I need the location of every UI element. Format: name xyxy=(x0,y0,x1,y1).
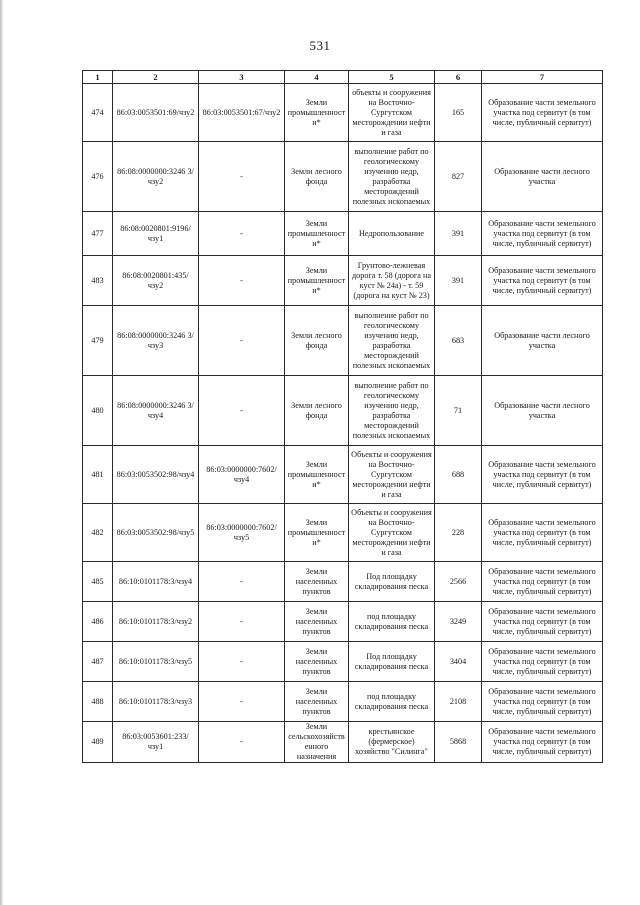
note-text: Образование части лесного участка xyxy=(482,376,603,446)
land-category: Земли населенных пунктов xyxy=(285,602,349,642)
column-header: 1 xyxy=(83,71,113,84)
table-row xyxy=(83,256,603,306)
usage-purpose: объекты и сооружения на Восточно-Сургутском месторождении нефти и газа xyxy=(349,84,435,142)
row-number: 486 xyxy=(83,602,113,642)
cadastral-number: 86:08:0000000:3246 3/чзу4 xyxy=(113,376,199,446)
usage-purpose: Грунтово-лежневая дорога т. 58 (дорога на куст № 24а) - т. 59 (дорога на куст № 23) xyxy=(349,256,435,306)
row-number: 477 xyxy=(83,212,113,256)
cadastral-number: 86:03:0053502:98/чзу5 xyxy=(113,504,199,562)
table-row xyxy=(83,376,603,446)
row-number: 487 xyxy=(83,642,113,682)
note-text: Образование части земельного участка под сервитут (в том числе, публичный сервитут) xyxy=(482,562,603,602)
parent-cadastral-number: 86:03:0053501:67/чзу2 xyxy=(199,84,285,142)
table-row xyxy=(83,212,603,256)
parent-cadastral-number: - xyxy=(199,376,285,446)
parent-cadastral-number: - xyxy=(199,142,285,212)
row-number: 489 xyxy=(83,722,113,763)
table-row xyxy=(83,84,603,142)
note-text: Образование части земельного участка под сервитут (в том числе, публичный сервитут) xyxy=(482,722,603,763)
note-text: Образование части земельного участка под сервитут (в том числе, публичный сервитут) xyxy=(482,84,603,142)
note-text: Образование части земельного участка под сервитут (в том числе, публичный сервитут) xyxy=(482,504,603,562)
land-category: Земли сельскохозяйственного назначения xyxy=(285,722,349,763)
land-category: Земли промышленности* xyxy=(285,84,349,142)
usage-purpose: выполнение работ по геологическому изучению недр, разработка месторождений полезных ископаемых xyxy=(349,142,435,212)
usage-purpose: Под площадку складирования песка xyxy=(349,562,435,602)
area-value: 228 xyxy=(435,504,482,562)
parent-cadastral-number: 86:03:0000000:7602/чзу5 xyxy=(199,504,285,562)
usage-purpose: Под площадку складирования песка xyxy=(349,642,435,682)
cadastral-number: 86:08:0020801:435/чзу2 xyxy=(113,256,199,306)
cadastral-number: 86:03:0053502:98/чзу4 xyxy=(113,446,199,504)
column-header: 6 xyxy=(435,71,482,84)
cadastral-number: 86:08:0000000:3246 3/чзу2 xyxy=(113,142,199,212)
land-category: Земли лесного фонда xyxy=(285,142,349,212)
parent-cadastral-number: - xyxy=(199,642,285,682)
land-category: Земли населенных пунктов xyxy=(285,562,349,602)
table-header-row xyxy=(83,71,603,84)
area-value: 688 xyxy=(435,446,482,504)
cadastral-number: 86:08:0000000:3246 3/чзу3 xyxy=(113,306,199,376)
usage-purpose: Объекты и сооружения на Восточно-Сургутском месторождении нефти и газа xyxy=(349,446,435,504)
cadastral-number: 86:10:0101178:3/чзу2 xyxy=(113,602,199,642)
land-category: Земли промышленности* xyxy=(285,256,349,306)
note-text: Образование части земельного участка под сервитут (в том числе, публичный сервитут) xyxy=(482,446,603,504)
land-category: Земли промышленности* xyxy=(285,504,349,562)
column-header: 4 xyxy=(285,71,349,84)
row-number: 474 xyxy=(83,84,113,142)
cadastral-number: 86:03:0053601:233/чзу1 xyxy=(113,722,199,763)
note-text: Образование части земельного участка под сервитут (в том числе, публичный сервитут) xyxy=(482,212,603,256)
land-category: Земли лесного фонда xyxy=(285,306,349,376)
table-row xyxy=(83,642,603,682)
parent-cadastral-number: - xyxy=(199,306,285,376)
row-number: 488 xyxy=(83,682,113,722)
land-category: Земли лесного фонда xyxy=(285,376,349,446)
table-row xyxy=(83,722,603,763)
note-text: Образование части лесного участка xyxy=(482,306,603,376)
area-value: 683 xyxy=(435,306,482,376)
row-number: 485 xyxy=(83,562,113,602)
usage-purpose: под площадку складирования песка xyxy=(349,602,435,642)
area-value: 165 xyxy=(435,84,482,142)
table-row xyxy=(83,682,603,722)
parent-cadastral-number: 86:03:0000000:7602/чзу4 xyxy=(199,446,285,504)
area-value: 2108 xyxy=(435,682,482,722)
row-number: 480 xyxy=(83,376,113,446)
row-number: 483 xyxy=(83,256,113,306)
cadastral-number: 86:10:0101178:3/чзу4 xyxy=(113,562,199,602)
note-text: Образование части земельного участка под сервитут (в том числе, публичный сервитут) xyxy=(482,642,603,682)
note-text: Образование части земельного участка под сервитут (в том числе, публичный сервитут) xyxy=(482,256,603,306)
page-number: 531 xyxy=(309,38,331,53)
area-value: 71 xyxy=(435,376,482,446)
column-header: 7 xyxy=(482,71,603,84)
table-row xyxy=(83,142,603,212)
page-edge-shadow xyxy=(0,0,3,905)
note-text: Образование части земельного участка под сервитут (в том числе, публичный сервитут) xyxy=(482,602,603,642)
area-value: 391 xyxy=(435,256,482,306)
column-header: 2 xyxy=(113,71,199,84)
table-row xyxy=(83,562,603,602)
parent-cadastral-number: - xyxy=(199,212,285,256)
table-row xyxy=(83,504,603,562)
cadastral-number: 86:08:0020801:9196/чзу1 xyxy=(113,212,199,256)
table-row xyxy=(83,446,603,504)
row-number: 476 xyxy=(83,142,113,212)
row-number: 481 xyxy=(83,446,113,504)
cadastral-number: 86:03:0053501:69/чзу2 xyxy=(113,84,199,142)
parent-cadastral-number: - xyxy=(199,602,285,642)
parent-cadastral-number: - xyxy=(199,682,285,722)
area-value: 3404 xyxy=(435,642,482,682)
usage-purpose: под площадку складирования песка xyxy=(349,682,435,722)
parent-cadastral-number: - xyxy=(199,562,285,602)
row-number: 482 xyxy=(83,504,113,562)
row-number: 479 xyxy=(83,306,113,376)
usage-purpose: Объекты и сооружения на Восточно-Сургутском месторождении нефти и газа xyxy=(349,504,435,562)
note-text: Образование части земельного участка под сервитут (в том числе, публичный сервитут) xyxy=(482,682,603,722)
usage-purpose: крестьянское (фермерское) хозяйство "Силинга" xyxy=(349,722,435,763)
land-category: Земли населенных пунктов xyxy=(285,682,349,722)
usage-purpose: выполнение работ по геологическому изучению недр, разработка месторождений полезных ископаемых xyxy=(349,306,435,376)
area-value: 827 xyxy=(435,142,482,212)
usage-purpose: Недропользование xyxy=(349,212,435,256)
cadastral-number: 86:10:0101178:3/чзу5 xyxy=(113,642,199,682)
area-value: 391 xyxy=(435,212,482,256)
area-value: 2566 xyxy=(435,562,482,602)
parent-cadastral-number: - xyxy=(199,256,285,306)
table-row xyxy=(83,306,603,376)
column-header: 3 xyxy=(199,71,285,84)
cadastral-number: 86:10:0101178:3/чзу3 xyxy=(113,682,199,722)
land-registry-table xyxy=(82,70,603,763)
land-category: Земли промышленности* xyxy=(285,446,349,504)
usage-purpose: выполнение работ по геологическому изучению недр, разработка месторождений полезных ископаемых xyxy=(349,376,435,446)
area-value: 5868 xyxy=(435,722,482,763)
parent-cadastral-number: - xyxy=(199,722,285,763)
column-header: 5 xyxy=(349,71,435,84)
note-text: Образование части лесного участка xyxy=(482,142,603,212)
table-row xyxy=(83,602,603,642)
area-value: 3249 xyxy=(435,602,482,642)
land-category: Земли населенных пунктов xyxy=(285,642,349,682)
land-category: Земли промышленности* xyxy=(285,212,349,256)
